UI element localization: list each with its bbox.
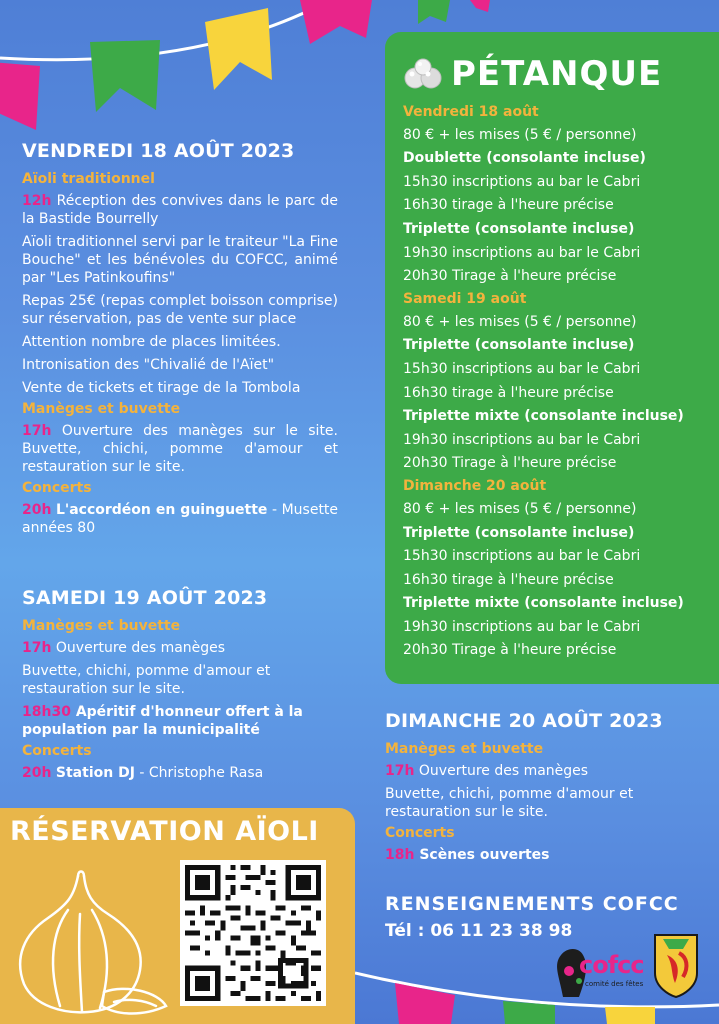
saturday-concert: 20h Station DJ - Christophe Rasa bbox=[22, 765, 264, 781]
reservation-title: RÉSERVATION AÏOLI bbox=[10, 816, 319, 847]
petanque-friday-day: Vendredi 18 août bbox=[403, 104, 539, 120]
petanque-title: PÉTANQUE bbox=[451, 54, 663, 94]
friday-rides-heading: Manèges et buvette bbox=[22, 401, 181, 417]
petanque-tournament-title: Doublette (consolante incluse) bbox=[403, 150, 646, 167]
petanque-card bbox=[385, 32, 719, 684]
petanque-tournament-title: Triplette mixte (consolante incluse) bbox=[403, 408, 684, 425]
petanque-draw: 20h30 Tirage à l'heure précise bbox=[403, 455, 617, 472]
friday-reception: 12h Réception des convives dans le parc de la Bastide Bourrelly bbox=[22, 193, 338, 227]
sunday-section bbox=[385, 710, 705, 864]
petanque-registration: 19h30 inscriptions au bar le Cabri bbox=[403, 618, 641, 635]
friday-rides: 17h Ouverture des manèges sur le site. Buvette, chichi, pomme d'amour et restauration sur le site. bbox=[22, 423, 338, 475]
cofcc-logo-subtext: comité des fêtes bbox=[585, 980, 644, 988]
petanque-balls-icon bbox=[403, 58, 443, 90]
saturday-food: Buvette, chichi, pomme d'amour et restauration sur le site. bbox=[22, 663, 271, 697]
saturday-concerts-heading: Concerts bbox=[22, 743, 92, 759]
petanque-registration: 19h30 inscriptions au bar le Cabri bbox=[403, 244, 641, 261]
friday-section bbox=[22, 140, 338, 537]
cofcc-logo bbox=[549, 935, 644, 1005]
info-section bbox=[385, 893, 679, 941]
petanque-heading bbox=[403, 48, 719, 100]
town-crest-icon bbox=[653, 933, 699, 999]
petanque-draw: 16h30 tirage à l'heure précise bbox=[403, 197, 614, 214]
petanque-price: 80 € + les mises (5 € / personne) bbox=[403, 313, 637, 330]
petanque-tournament-title: Triplette (consolante incluse) bbox=[403, 220, 635, 237]
sunday-rides: 17h Ouverture des manèges bbox=[385, 763, 589, 779]
petanque-draw: 16h30 tirage à l'heure précise bbox=[403, 384, 614, 401]
petanque-tournament-title: Triplette mixte (consolante incluse) bbox=[403, 595, 684, 612]
saturday-title: SAMEDI 19 AOÛT 2023 bbox=[22, 587, 268, 609]
petanque-draw: 20h30 Tirage à l'heure précise bbox=[403, 268, 617, 285]
petanque-price: 80 € + les mises (5 € / personne) bbox=[403, 126, 637, 143]
petanque-registration: 15h30 inscriptions au bar le Cabri bbox=[403, 360, 641, 377]
petanque-registration: 15h30 inscriptions au bar le Cabri bbox=[403, 548, 641, 565]
saturday-section bbox=[22, 587, 338, 782]
petanque-draw: 16h30 tirage à l'heure précise bbox=[403, 571, 614, 588]
friday-meal: Repas 25€ (repas complet boisson comprise) sur réservation, pas de vente sur place bbox=[22, 293, 338, 327]
friday-served: Aïoli traditionnel servi par le traiteur "La Fine Bouche" et les bénévoles du COFCC, animé par "Les Patinkoufins" bbox=[22, 234, 338, 286]
info-phone[interactable]: Tél : 06 11 23 38 98 bbox=[385, 921, 573, 941]
petanque-sunday-day: Dimanche 20 août bbox=[403, 478, 547, 495]
cofcc-logo-text: cofcc bbox=[579, 951, 644, 979]
petanque-registration: 19h30 inscriptions au bar le Cabri bbox=[403, 431, 641, 448]
friday-reception-time: 12h bbox=[22, 193, 52, 209]
friday-tombola: Vente de tickets et tirage de la Tombola bbox=[22, 380, 301, 396]
reservation-panel bbox=[0, 808, 355, 1024]
friday-title: VENDREDI 18 AOÛT 2023 bbox=[22, 140, 295, 162]
friday-aioli-heading: Aïoli traditionnel bbox=[22, 171, 155, 187]
friday-places: Attention nombre de places limitées. bbox=[22, 334, 281, 350]
petanque-tournament-title: Triplette (consolante incluse) bbox=[403, 337, 635, 354]
sunday-rides-heading: Manèges et buvette bbox=[385, 741, 544, 757]
sunday-food: Buvette, chichi, pomme d'amour et restauration sur le site. bbox=[385, 786, 634, 820]
petanque-draw: 20h30 Tirage à l'heure précise bbox=[403, 642, 617, 659]
info-title: RENSEIGNEMENTS COFCC bbox=[385, 893, 679, 915]
sunday-concerts-heading: Concerts bbox=[385, 825, 455, 841]
friday-concert: 20h L'accordéon en guinguette - Musette années 80 bbox=[22, 502, 339, 536]
petanque-registration: 15h30 inscriptions au bar le Cabri bbox=[403, 173, 641, 190]
petanque-tournament-title: Triplette (consolante incluse) bbox=[403, 524, 635, 541]
qr-code[interactable] bbox=[180, 860, 326, 1006]
sunday-title: DIMANCHE 20 AOÛT 2023 bbox=[385, 710, 663, 732]
sunday-concert: 18h Scènes ouvertes bbox=[385, 847, 550, 863]
garlic-icon bbox=[8, 866, 170, 1016]
saturday-rides: 17h Ouverture des manèges bbox=[22, 640, 226, 656]
saturday-aperitif: 18h30 Apéritif d'honneur offert à la population par la municipalité bbox=[22, 704, 303, 738]
friday-rides-time: 17h bbox=[22, 423, 52, 439]
petanque-saturday-day: Samedi 19 août bbox=[403, 291, 527, 308]
friday-intronisation: Intronisation des "Chivalié de l'Aïet" bbox=[22, 357, 275, 373]
saturday-rides-heading: Manèges et buvette bbox=[22, 618, 181, 634]
friday-concerts-heading: Concerts bbox=[22, 480, 92, 496]
petanque-price: 80 € + les mises (5 € / personne) bbox=[403, 500, 637, 517]
